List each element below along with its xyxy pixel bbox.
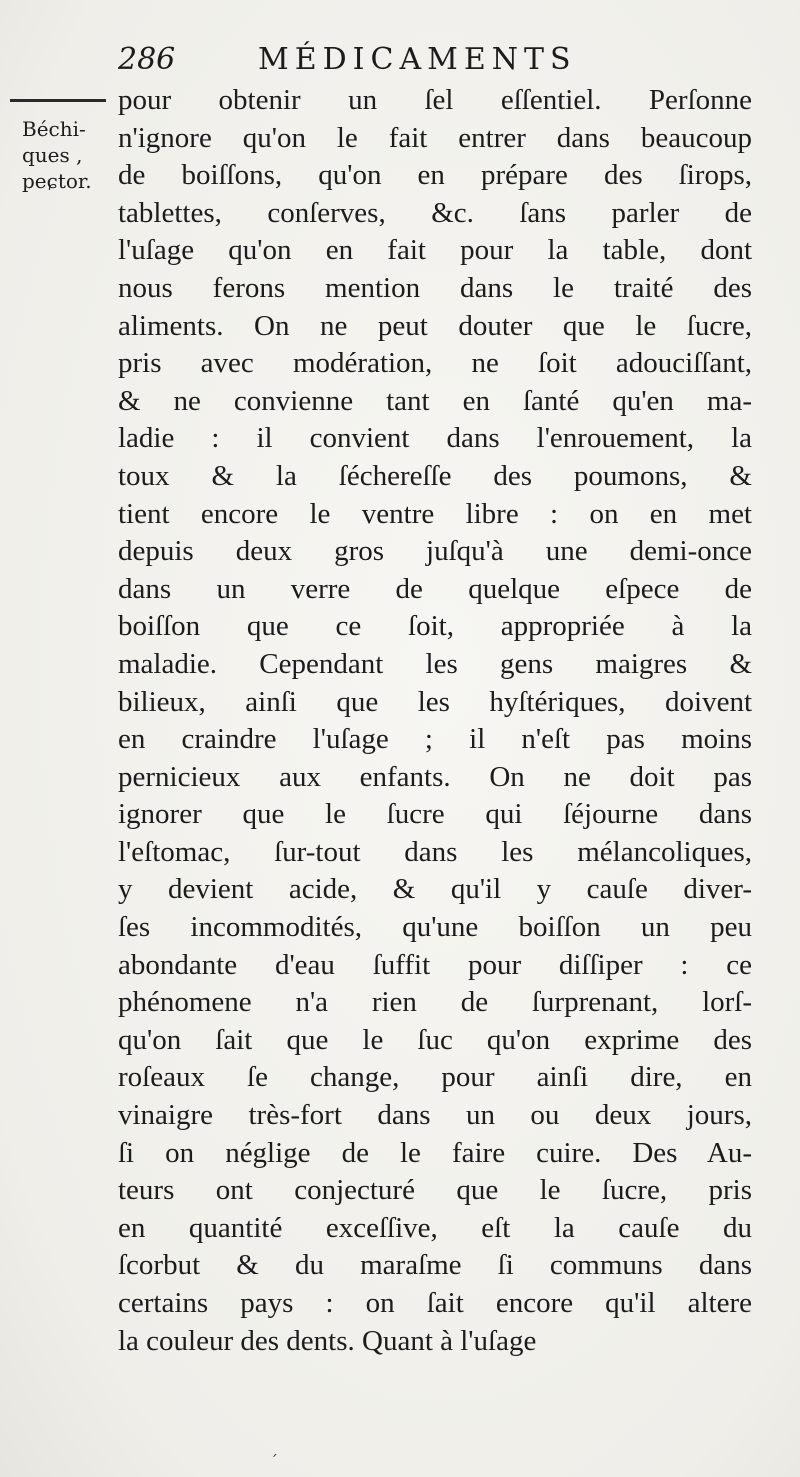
text-line: ladie : il convient dans l'enrouement, la xyxy=(118,422,752,455)
text-line: la couleur des dents. Quant à l'uſage xyxy=(118,1324,537,1357)
text-line: certains pays : on ſait encore qu'il altere xyxy=(118,1287,752,1319)
text-line: n'ignore qu'on le fait entrer dans beaucoup xyxy=(118,121,752,154)
text-line: nous ferons mention dans le traité des xyxy=(118,271,752,304)
text-line: pris avec modération, ne ſoit adouciſſant, xyxy=(118,347,752,380)
text-line: vinaigre très-fort dans un ou deux jours, xyxy=(118,1099,752,1132)
text-line: phénomene n'a rien de ſurprenant, lorſ- xyxy=(118,986,752,1019)
text-line: ſcorbut & du maraſme ſi communs dans xyxy=(118,1249,752,1282)
text-line: roſeaux ſe change, pour ainſi dire, en xyxy=(118,1061,752,1094)
running-title: MÉDICAMENTS xyxy=(258,42,577,77)
text-line: ſi on néglige de le faire cuire. Des Au- xyxy=(118,1136,752,1169)
text-line: maladie. Cependant les gens maigres & xyxy=(118,647,752,680)
text-line: l'eſtomac, ſur-tout dans les mélancoliques, xyxy=(118,835,752,868)
text-line: bilieux, ainſi que les hyſtériques, doivent xyxy=(118,685,752,718)
text-line: & ne convienne tant en ſanté qu'en ma- xyxy=(118,384,752,417)
page-header xyxy=(118,42,760,86)
text-line: en craindre l'uſage ; il n'eſt pas moins xyxy=(118,723,752,756)
text-line: qu'on ſait que le ſuc qu'on exprime des xyxy=(118,1023,752,1056)
margin-rule xyxy=(10,99,106,102)
page-number: 286 xyxy=(118,42,176,77)
margin-note xyxy=(22,116,112,194)
text-line: abondante d'eau ſuffit pour diſſiper : ce xyxy=(118,948,752,981)
body-text xyxy=(118,82,752,1360)
margin-note-line: ques , xyxy=(22,143,83,167)
text-line: aliments. On ne peut douter que le ſucre, xyxy=(118,309,752,342)
text-line: dans un verre de quelque eſpece de xyxy=(118,572,752,605)
text-line: pernicieux aux enfants. On ne doit pas xyxy=(118,760,752,793)
text-line: depuis deux gros juſqu'à une demi-once xyxy=(118,535,752,568)
text-line: teurs ont conjecturé que le ſucre, pris xyxy=(118,1174,752,1207)
text-line: de boiſſons, qu'on en prépare des ſirops, xyxy=(118,159,752,192)
text-line: pour obtenir un ſel eſſentiel. Perſonne xyxy=(118,84,752,116)
text-line: toux & la ſéchereſſe des poumons, & xyxy=(118,459,752,492)
text-line: y devient acide, & qu'il y cauſe diver- xyxy=(118,873,752,906)
text-line: boiſſon que ce ſoit, appropriée à la xyxy=(118,610,752,643)
text-line: ignorer que le ſucre qui ſéjourne dans xyxy=(118,798,752,831)
text-line: tient encore le ventre libre : on en met xyxy=(118,497,752,530)
text-line: tablettes, conſerves, &c. ſans parler de xyxy=(118,196,752,229)
margin-note-line: Béchi- xyxy=(22,117,86,141)
text-line: en quantité exceſſive, eſt la cauſe du xyxy=(118,1211,752,1244)
margin-note-line: peɕtor. xyxy=(22,169,92,193)
ink-speck: ˊ xyxy=(270,1452,278,1471)
text-line: ſes incommodités, qu'une boiſſon un peu xyxy=(118,911,752,944)
text-line: l'uſage qu'on en fait pour la table, dont xyxy=(118,234,752,267)
